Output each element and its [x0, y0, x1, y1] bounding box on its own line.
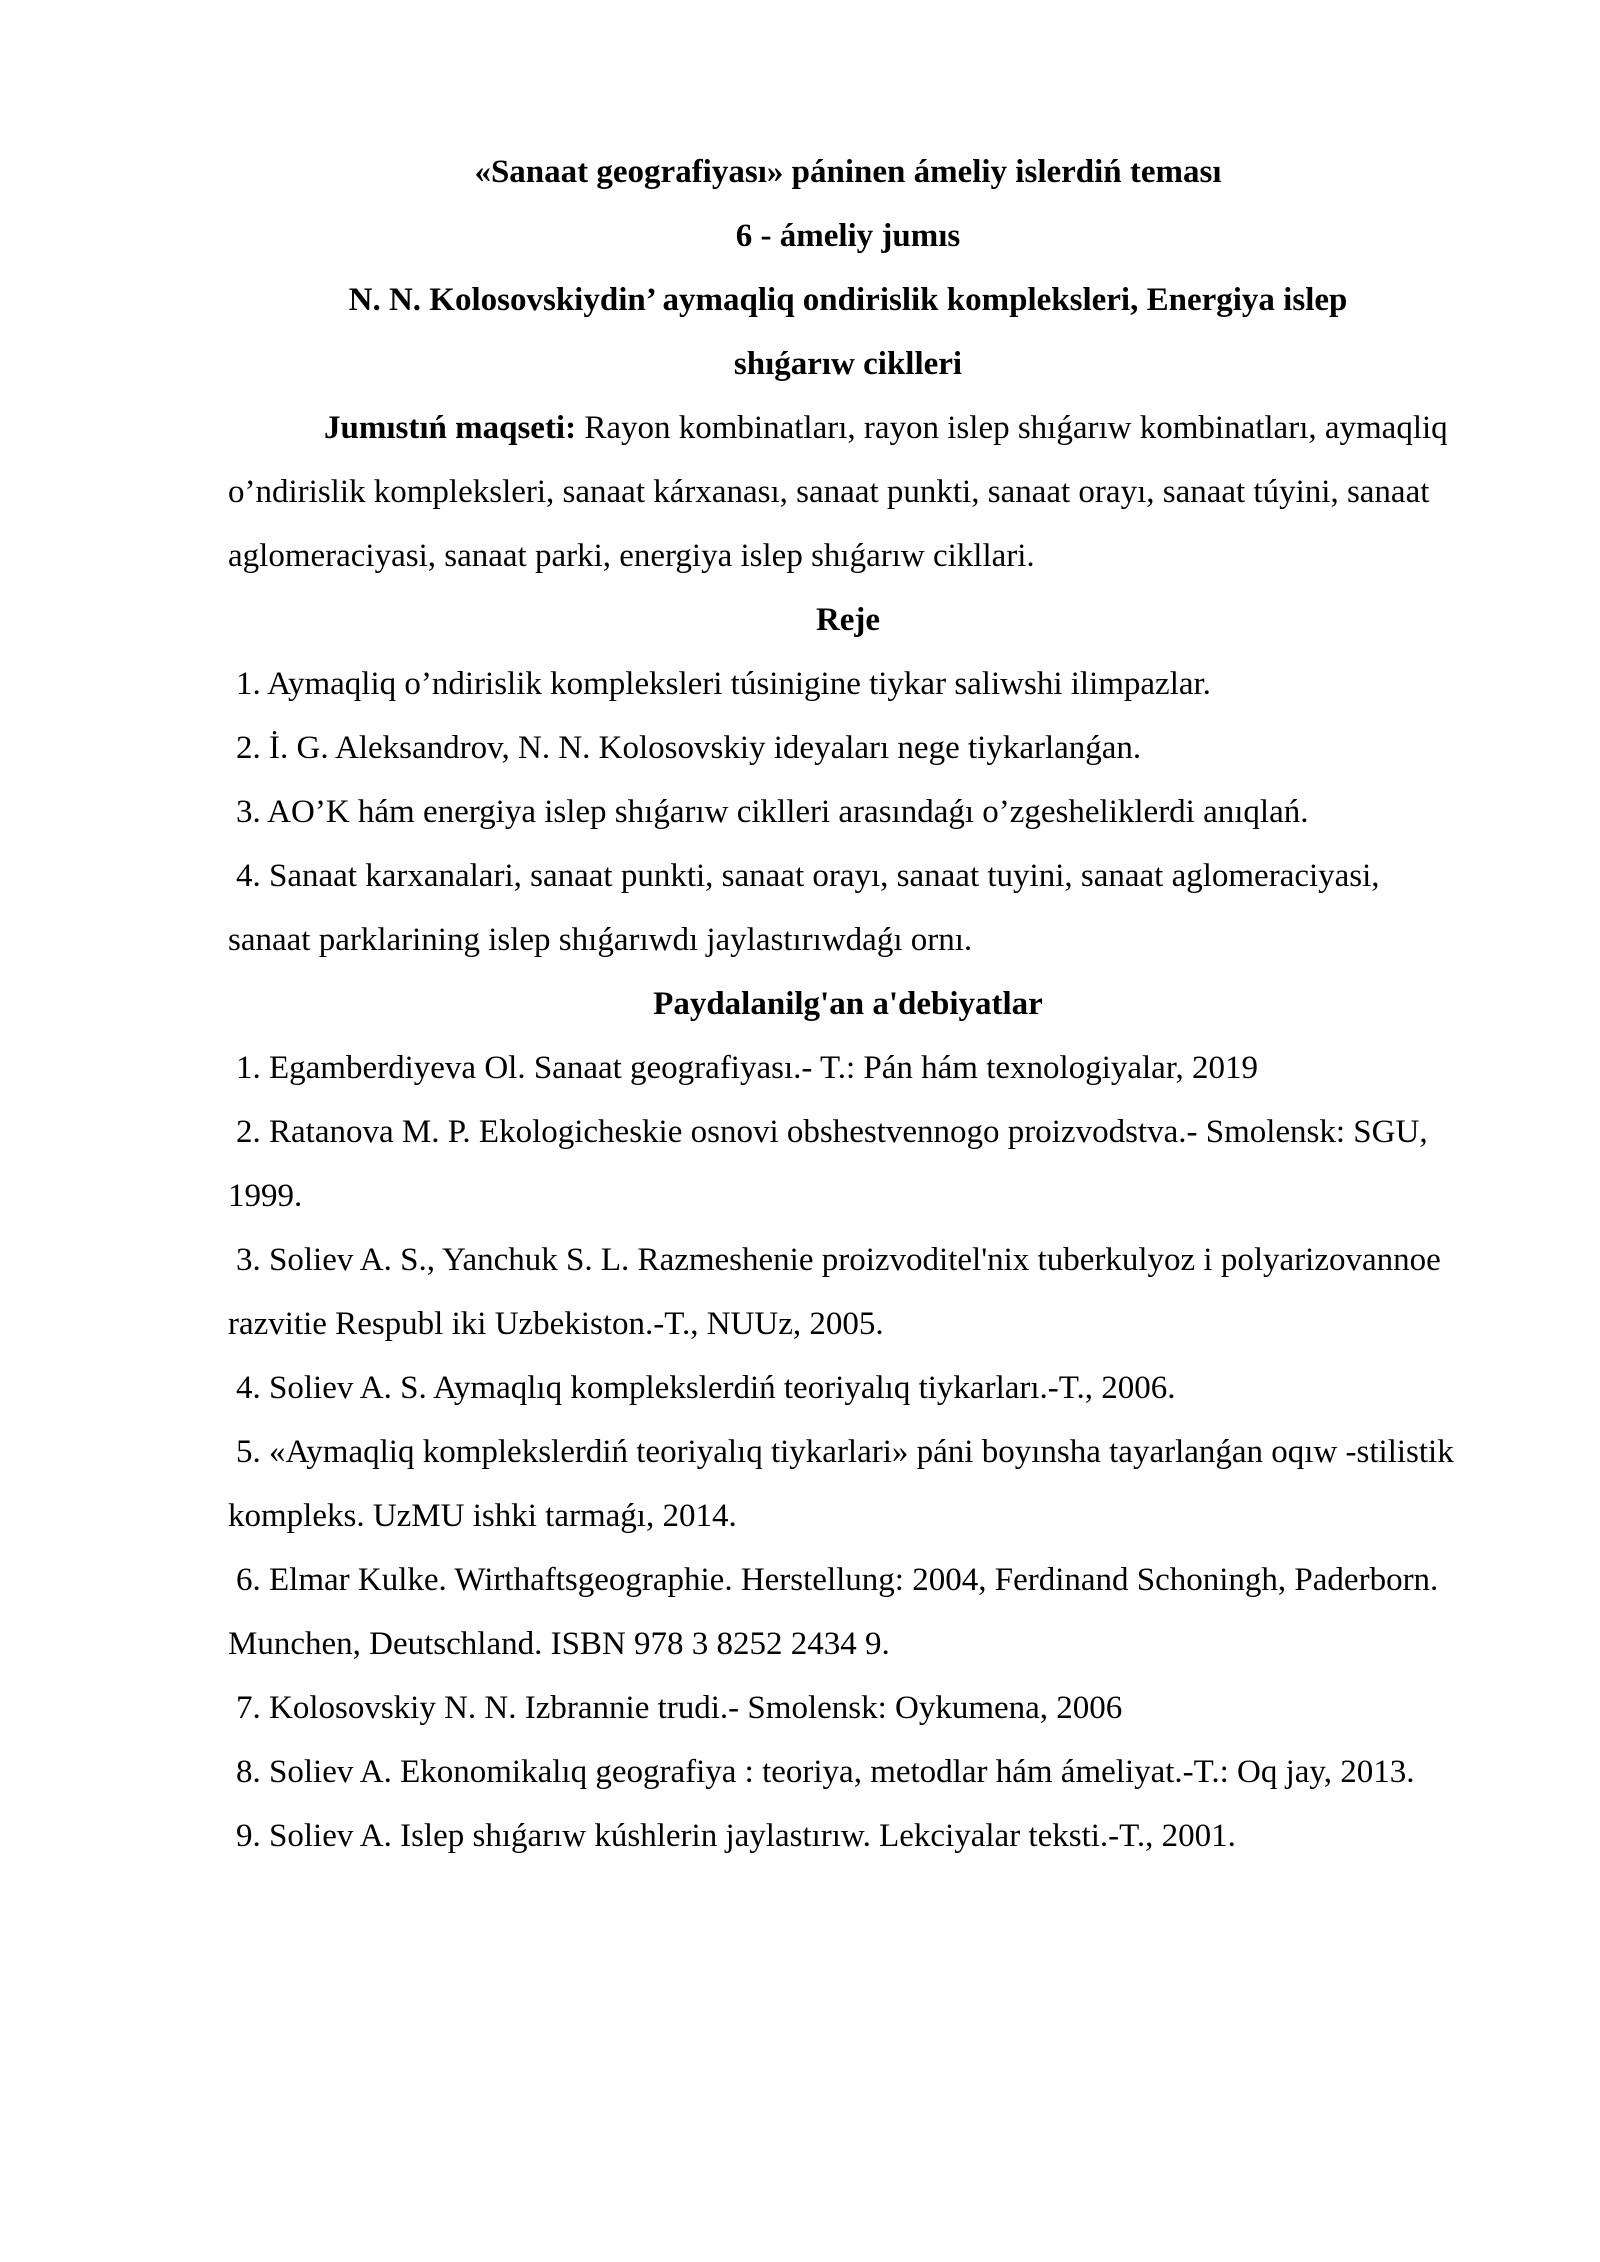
work-subtitle-line-1: N. N. Kolosovskiydin’ aymaqliq ondirislik kompleksleri, Energiya islep	[348, 282, 1348, 318]
reference-item: 1. Egamberdiyeva Ol. Sanaat geografiyası.- T.: Pán hám texnologiyalar, 2019	[236, 1050, 1259, 1086]
reference-item: 8. Soliev A. Ekonomikalıq geografiya : teoriya, metodlar hám ámeliyat.-T.: Oq jay, 2013.	[236, 1754, 1415, 1790]
references-heading: Paydalanilg'an a'debiyatlar	[653, 986, 1043, 1022]
reference-item: 3. Soliev A. S., Yanchuk S. L. Razmeshenie proizvoditel'nix tuberkulyoz i polyarizovannoe razvitie Respubl iki Uzbekiston.-T., NUUz, 2005.	[228, 1242, 1441, 1342]
work-subtitle-line-2: shıǵarıw ciklleri	[733, 346, 963, 382]
reference-item: 5. «Aymaqliq komplekslerdiń teoriyalıq tiykarlari» páni boyınsha tayarlanǵan oqıw -stilistik kompleks. UzMU ishki tarmaǵı, 2014.	[228, 1434, 1454, 1534]
objective-paragraph	[228, 396, 1468, 588]
objective-label: Jumıstıń maqseti:	[324, 410, 577, 446]
plan-heading: Reje	[815, 602, 881, 638]
reference-item: 6. Elmar Kulke. Wirthaftsgeographie. Herstellung: 2004, Ferdinand Schoningh, Paderborn. Munchen, Deutschland. ISBN 978 3 8252 2434 9.	[228, 1562, 1439, 1662]
reference-item: 9. Soliev A. Islep shıǵarıw kúshlerin jaylastırıw. Lekciyalar teksti.-T., 2001.	[236, 1818, 1236, 1854]
objective-text: Rayon kombinatları, rayon islep shıǵarıw kombinatları, aymaqliq o’ndirislik kompleksleri, sanaat kárxanası, sanaat punkti, sanaat orayı, sanaat túyini, sanaat aglomeraciyasi, sanaat parki, energiya islep shıǵarıw cikllari.	[228, 410, 1448, 574]
reference-item: 2. Ratanova M. P. Ekologicheskie osnovi obshestvennogo proizvodstva.- Smolensk: SGU, 1999.	[228, 1114, 1428, 1214]
document-page	[228, 140, 1468, 1868]
work-number: 6 - ámeliy jumıs	[735, 218, 961, 254]
reference-item: 7. Kolosovskiy N. N. Izbrannie trudi.- Smolensk: Oykumena, 2006	[236, 1690, 1123, 1726]
work-subtitle	[228, 268, 1468, 396]
plan-item: 2. İ. G. Aleksandrov, N. N. Kolosovskiy ideyaları nege tiykarlanǵan.	[236, 730, 1142, 766]
reference-item: 4. Soliev A. S. Aymaqlıq komplekslerdiń teoriyalıq tiykarları.-T., 2006.	[236, 1370, 1176, 1406]
document-title: «Sanaat geografiyası» páninen ámeliy islerdiń teması	[474, 154, 1222, 190]
plan-item: 1. Aymaqliq o’ndirislik kompleksleri túsinigine tiykar saliwshi ilimpazlar.	[236, 666, 1211, 702]
plan-item: 4. Sanaat karxanalari, sanaat punkti, sanaat orayı, sanaat tuyini, sanaat aglomeraciyasi, sanaat parklarining islep shıǵarıwdı jaylastırıwdaǵı ornı.	[228, 858, 1380, 958]
plan-item: 3. AO’K hám energiya islep shıǵarıw ciklleri arasındaǵı o’zgesheliklerdi anıqlań.	[236, 794, 1309, 830]
